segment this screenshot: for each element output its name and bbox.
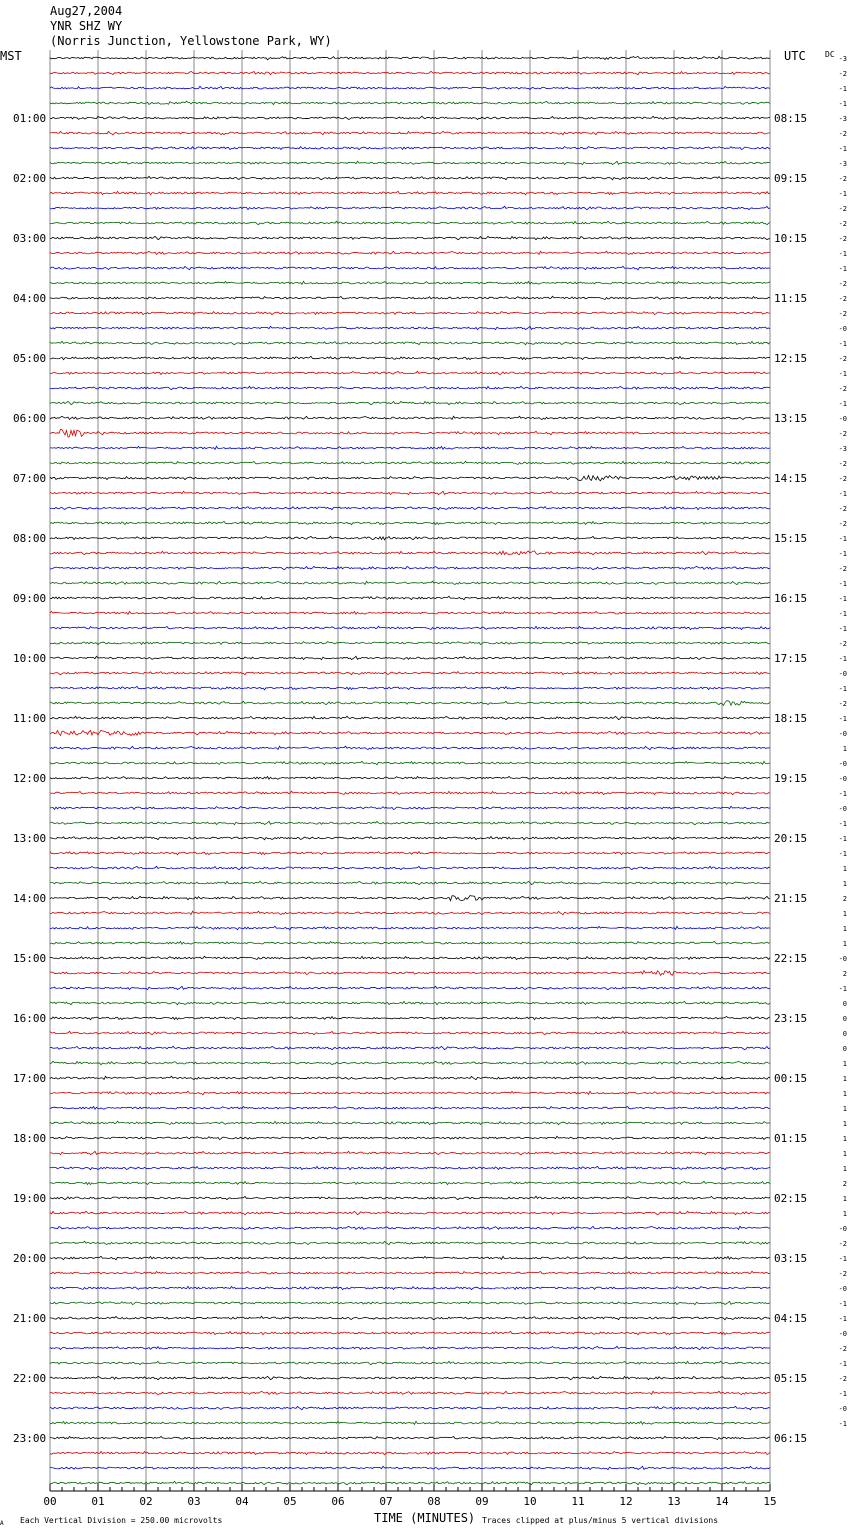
dc-offset: -1: [838, 1255, 847, 1263]
x-tick-label: 03: [187, 1495, 201, 1508]
utc-label: 23:15: [774, 1012, 808, 1025]
trace-row-7: [50, 161, 770, 164]
trace-row-1: [50, 71, 770, 74]
x-tick-label: 07: [379, 1495, 393, 1508]
trace-row-71: [50, 1121, 770, 1124]
trace-row-82: [50, 1286, 770, 1289]
dc-offset: -1: [838, 790, 847, 798]
dc-offset: -0: [838, 1225, 847, 1233]
dc-offset: -0: [838, 1405, 847, 1413]
x-tick-label: 12: [619, 1495, 633, 1508]
dc-offset: -2: [838, 205, 847, 213]
dc-offset: -3: [838, 445, 847, 453]
dc-offset: -1: [838, 370, 847, 378]
dc-offset: -1: [838, 190, 847, 198]
trace-row-55: [50, 881, 770, 884]
x-tick-label: 13: [667, 1495, 681, 1508]
dc-offset: -2: [838, 475, 847, 483]
utc-label: 18:15: [774, 712, 808, 725]
trace-row-58: [50, 926, 770, 929]
dc-offset: -3: [838, 160, 847, 168]
mst-label: 11:00: [13, 712, 47, 725]
x-tick-label: 08: [427, 1495, 441, 1508]
dc-offset: -2: [838, 175, 847, 183]
trace-row-23: [50, 401, 770, 404]
dc-offset: -2: [838, 310, 847, 318]
dc-offset: 1: [842, 1150, 847, 1158]
trace-row-18: [50, 326, 770, 329]
trace-row-67: [50, 1061, 770, 1064]
dc-offset: 1: [842, 1075, 847, 1083]
trace-row-44: [50, 716, 770, 719]
mst-label: 10:00: [13, 652, 47, 665]
mst-label: 22:00: [13, 1372, 47, 1385]
dc-offset: 1: [842, 910, 847, 918]
mst-label: 01:00: [13, 112, 47, 125]
x-tick-label: 05: [283, 1495, 297, 1508]
trace-row-12: [50, 236, 770, 239]
dc-offset: -2: [838, 355, 847, 363]
trace-row-45: [50, 730, 770, 735]
dc-offset: 0: [842, 1000, 847, 1008]
trace-row-26: [50, 446, 770, 449]
dc-offset: -0: [838, 670, 847, 678]
dc-offset: -2: [838, 385, 847, 393]
mst-label: 15:00: [13, 952, 47, 965]
mst-label: 14:00: [13, 892, 47, 905]
mst-hour-labels: [13, 112, 46, 1445]
dc-offset: -1: [838, 145, 847, 153]
dc-offset: -1: [838, 1420, 847, 1428]
trace-row-22: [50, 386, 770, 389]
dc-offset: 1: [842, 1120, 847, 1128]
dc-offset: -2: [838, 295, 847, 303]
dc-offset: 2: [842, 895, 847, 903]
trace-row-20: [50, 356, 770, 359]
trace-row-86: [50, 1346, 770, 1349]
mst-label: 02:00: [13, 172, 47, 185]
dc-offset: 0: [842, 1030, 847, 1038]
header-location: (Norris Junction, Yellowstone Park, WY): [50, 34, 332, 48]
trace-row-33: [50, 551, 770, 555]
utc-label: 22:15: [774, 952, 808, 965]
trace-row-80: [50, 1256, 770, 1259]
mst-label: 18:00: [13, 1132, 47, 1145]
dc-label: DC: [825, 50, 835, 59]
trace-row-15: [50, 281, 770, 284]
trace-row-64: [50, 1016, 770, 1019]
utc-label: 15:15: [774, 532, 808, 545]
utc-label: 01:15: [774, 1132, 808, 1145]
utc-label: 00:15: [774, 1072, 808, 1085]
trace-row-76: [50, 1196, 770, 1199]
trace-row-10: [50, 206, 770, 209]
x-tick-label: 11: [571, 1495, 585, 1508]
dc-offset: -1: [838, 610, 847, 618]
trace-row-25: [50, 429, 770, 437]
trace-row-75: [50, 1181, 770, 1184]
dc-offset: -1: [838, 835, 847, 843]
trace-row-19: [50, 341, 770, 345]
trace-row-38: [50, 626, 770, 629]
dc-offset: -1: [838, 550, 847, 558]
trace-row-36: [50, 596, 770, 599]
trace-row-81: [50, 1271, 770, 1274]
dc-offset: -1: [838, 100, 847, 108]
trace-row-2: [50, 86, 770, 89]
trace-row-72: [50, 1136, 770, 1139]
trace-row-78: [50, 1226, 770, 1229]
dc-offset: -2: [838, 430, 847, 438]
trace-row-77: [50, 1211, 770, 1215]
dc-offset: -1: [838, 685, 847, 693]
corner-mark: A: [0, 1520, 4, 1527]
trace-row-57: [50, 911, 770, 914]
trace-row-59: [50, 941, 770, 944]
dc-offset: -2: [838, 70, 847, 78]
trace-row-60: [50, 956, 770, 959]
trace-row-52: [50, 836, 770, 839]
trace-row-0: [50, 56, 770, 59]
scale-note: Each Vertical Division = 250.00 microvolts: [20, 1516, 223, 1525]
trace-row-62: [50, 986, 770, 990]
trace-row-30: [50, 506, 770, 509]
dc-offset: 1: [842, 880, 847, 888]
dc-offset: 1: [842, 1060, 847, 1068]
utc-label: 19:15: [774, 772, 808, 785]
time-axis: [43, 1484, 776, 1508]
dc-offset: -1: [838, 340, 847, 348]
trace-row-11: [50, 221, 770, 224]
dc-offset: 2: [842, 1180, 847, 1188]
dc-offset-labels: [839, 55, 847, 1428]
dc-offset: 1: [842, 745, 847, 753]
seismic-traces: [50, 56, 770, 1484]
trace-row-37: [50, 611, 770, 614]
dc-offset: -2: [838, 640, 847, 648]
right-axis-label: UTC: [784, 49, 806, 63]
utc-label: 12:15: [774, 352, 808, 365]
trace-row-46: [50, 746, 770, 749]
dc-offset: 0: [842, 1045, 847, 1053]
trace-row-49: [50, 791, 770, 794]
trace-row-14: [50, 266, 770, 269]
dc-offset: 1: [842, 940, 847, 948]
dc-offset: 1: [842, 1105, 847, 1113]
dc-offset: -2: [838, 235, 847, 243]
dc-offset: -1: [838, 400, 847, 408]
mst-label: 06:00: [13, 412, 47, 425]
x-tick-label: 09: [475, 1495, 489, 1508]
clip-note: Traces clipped at plus/minus 5 vertical divisions: [482, 1516, 719, 1525]
trace-row-29: [50, 491, 770, 494]
trace-row-70: [50, 1106, 770, 1109]
trace-row-85: [50, 1331, 770, 1334]
trace-row-73: [50, 1151, 770, 1155]
utc-label: 10:15: [774, 232, 808, 245]
trace-row-24: [50, 416, 770, 419]
dc-offset: -0: [838, 775, 847, 783]
mst-label: 20:00: [13, 1252, 47, 1265]
trace-row-28: [50, 475, 770, 480]
utc-label: 21:15: [774, 892, 808, 905]
dc-offset: -1: [838, 850, 847, 858]
trace-row-6: [50, 147, 770, 150]
dc-offset: 2: [842, 970, 847, 978]
dc-offset: -1: [838, 1300, 847, 1308]
x-tick-label: 01: [91, 1495, 105, 1508]
dc-offset: 1: [842, 1165, 847, 1173]
trace-row-90: [50, 1406, 770, 1409]
dc-offset: -1: [838, 625, 847, 633]
x-tick-label: 10: [523, 1495, 537, 1508]
trace-row-50: [50, 806, 770, 809]
mst-label: 19:00: [13, 1192, 47, 1205]
dc-offset: -1: [838, 655, 847, 663]
trace-row-93: [50, 1451, 770, 1454]
utc-label: 05:15: [774, 1372, 808, 1385]
x-tick-label: 14: [715, 1495, 729, 1508]
dc-offset: -0: [838, 1285, 847, 1293]
header-station: YNR SHZ WY: [50, 19, 123, 33]
dc-offset: -1: [838, 1390, 847, 1398]
dc-offset: -0: [838, 730, 847, 738]
dc-offset: -2: [838, 700, 847, 708]
x-axis-title: TIME (MINUTES): [374, 1511, 476, 1525]
mst-label: 05:00: [13, 352, 47, 365]
trace-row-8: [50, 176, 770, 180]
utc-label: 08:15: [774, 112, 808, 125]
trace-row-42: [50, 686, 770, 689]
dc-offset: 1: [842, 1135, 847, 1143]
trace-row-84: [50, 1316, 770, 1320]
trace-row-69: [50, 1091, 770, 1094]
dc-offset: 1: [842, 1090, 847, 1098]
dc-offset: -2: [838, 220, 847, 228]
dc-offset: -1: [838, 535, 847, 543]
dc-offset: -1: [838, 1360, 847, 1368]
mst-label: 07:00: [13, 472, 47, 485]
dc-offset: -0: [838, 325, 847, 333]
utc-label: 16:15: [774, 592, 808, 605]
x-tick-label: 02: [139, 1495, 153, 1508]
dc-offset: -2: [838, 280, 847, 288]
dc-offset: -1: [838, 85, 847, 93]
dc-offset: 1: [842, 1210, 847, 1218]
trace-row-13: [50, 251, 770, 254]
dc-offset: -0: [838, 805, 847, 813]
time-gridlines: [50, 50, 770, 1491]
trace-row-95: [50, 1481, 770, 1485]
dc-offset: -1: [838, 580, 847, 588]
trace-row-27: [50, 461, 770, 464]
dc-offset: -1: [838, 1315, 847, 1323]
utc-label: 06:15: [774, 1432, 808, 1445]
trace-row-16: [50, 296, 770, 299]
dc-offset: 1: [842, 925, 847, 933]
trace-row-74: [50, 1166, 770, 1169]
dc-offset: -1: [838, 595, 847, 603]
dc-offset: -0: [838, 955, 847, 963]
dc-offset: -1: [838, 985, 847, 993]
left-axis-label: MST: [0, 49, 22, 63]
trace-row-89: [50, 1391, 770, 1394]
trace-row-41: [50, 671, 770, 674]
header-date: Aug27,2004: [50, 4, 123, 18]
trace-row-94: [50, 1466, 770, 1469]
trace-row-17: [50, 312, 770, 315]
trace-row-88: [50, 1376, 770, 1379]
trace-row-5: [50, 131, 770, 135]
mst-label: 23:00: [13, 1432, 47, 1445]
mst-label: 13:00: [13, 832, 47, 845]
trace-row-3: [50, 101, 770, 104]
dc-offset: -2: [838, 505, 847, 513]
trace-row-39: [50, 642, 770, 645]
mst-label: 21:00: [13, 1312, 47, 1325]
utc-label: 14:15: [774, 472, 808, 485]
dc-offset: -3: [838, 55, 847, 63]
trace-row-53: [50, 851, 770, 854]
trace-row-54: [50, 866, 770, 869]
dc-offset: 1: [842, 1195, 847, 1203]
dc-offset: 1: [842, 865, 847, 873]
utc-label: 02:15: [774, 1192, 808, 1205]
mst-label: 08:00: [13, 532, 47, 545]
utc-label: 03:15: [774, 1252, 808, 1265]
trace-row-66: [50, 1046, 770, 1050]
dc-offset: -2: [838, 1345, 847, 1353]
dc-offset: 0: [842, 1015, 847, 1023]
trace-row-65: [50, 1031, 770, 1034]
dc-offset: -2: [838, 1270, 847, 1278]
utc-label: 11:15: [774, 292, 808, 305]
utc-label: 04:15: [774, 1312, 808, 1325]
trace-row-40: [50, 656, 770, 659]
dc-offset: -1: [838, 490, 847, 498]
trace-row-9: [50, 191, 770, 194]
utc-label: 13:15: [774, 412, 808, 425]
dc-offset: -0: [838, 1330, 847, 1338]
dc-offset: -3: [838, 115, 847, 123]
mst-label: 16:00: [13, 1012, 47, 1025]
trace-row-31: [50, 521, 770, 524]
utc-hour-labels: [774, 112, 807, 1445]
trace-row-68: [50, 1076, 770, 1079]
dc-offset: -2: [838, 1375, 847, 1383]
trace-row-92: [50, 1436, 770, 1439]
trace-row-43: [50, 701, 770, 706]
mst-label: 03:00: [13, 232, 47, 245]
dc-offset: -2: [838, 520, 847, 528]
dc-offset: -1: [838, 265, 847, 273]
trace-row-56: [50, 896, 770, 901]
x-tick-label: 06: [331, 1495, 345, 1508]
dc-offset: -2: [838, 460, 847, 468]
trace-row-21: [50, 371, 770, 374]
x-tick-label: 00: [43, 1495, 57, 1508]
dc-offset: -2: [838, 565, 847, 573]
trace-row-87: [50, 1361, 770, 1364]
dc-offset: -2: [838, 1240, 847, 1248]
trace-row-91: [50, 1421, 770, 1424]
trace-row-48: [50, 776, 770, 779]
trace-row-79: [50, 1241, 770, 1244]
dc-offset: -1: [838, 715, 847, 723]
trace-row-32: [50, 536, 770, 540]
mst-label: 12:00: [13, 772, 47, 785]
x-tick-label: 15: [763, 1495, 777, 1508]
trace-row-35: [50, 581, 770, 584]
trace-row-47: [50, 761, 770, 764]
dc-offset: -0: [838, 760, 847, 768]
utc-label: 09:15: [774, 172, 808, 185]
dc-offset: -1: [838, 250, 847, 258]
dc-offset: -1: [838, 820, 847, 828]
trace-row-83: [50, 1301, 770, 1304]
dc-offset: -2: [838, 130, 847, 138]
trace-row-34: [50, 566, 770, 569]
trace-row-4: [50, 116, 770, 119]
trace-row-61: [50, 971, 770, 976]
mst-label: 04:00: [13, 292, 47, 305]
trace-row-63: [50, 1001, 770, 1004]
x-tick-label: 04: [235, 1495, 249, 1508]
trace-row-51: [50, 821, 770, 825]
utc-label: 17:15: [774, 652, 808, 665]
dc-offset: -0: [838, 415, 847, 423]
mst-label: 09:00: [13, 592, 47, 605]
utc-label: 20:15: [774, 832, 808, 845]
mst-label: 17:00: [13, 1072, 47, 1085]
